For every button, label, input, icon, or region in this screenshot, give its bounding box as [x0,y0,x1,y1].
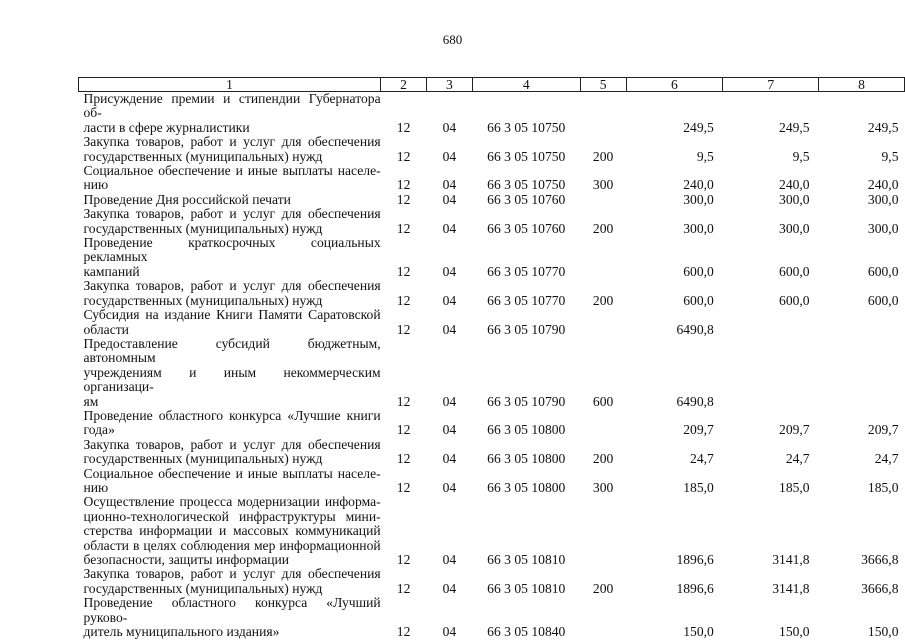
description-line: ям [83,393,99,409]
cell-c8: 150,0 [867,624,899,640]
cell-c3: 04 [442,191,457,207]
cell-c6: 24,7 [690,451,714,467]
column-header-1: 1 [79,78,381,92]
cell-c5 [580,193,626,207]
cell-c4: 66 3 05 10750 [487,177,566,193]
cell-c7: 600,0 [779,263,810,279]
row-description [79,207,381,236]
table-row [79,337,905,409]
description-line: Проведение областного конкурса «Лучший руково- [83,595,381,625]
cell-c6: 9,5 [696,148,714,164]
column-header-2: 2 [381,78,427,92]
description-line: государственных (муниципальных) нужд [83,292,323,308]
cell-c8: 3666,8 [861,580,899,596]
cell-c5: 200 [592,580,614,596]
description-line: Осуществление процесса модернизации информа- [83,494,381,510]
description-line: Присуждение премии и стипендии Губернатора об- [83,91,381,121]
description-line: Закупка товаров, работ и услуг для обеспечения [83,566,381,582]
description-line: кампаний [83,263,140,279]
cell-c6: 6490,8 [676,393,714,409]
cell-c4: 66 3 05 10800 [487,422,566,438]
cell-c7: 3141,8 [772,580,810,596]
cell-c6: 300,0 [683,220,714,236]
cell-c8: 600,0 [867,263,899,279]
cell-c6: 300,0 [683,191,714,207]
cell-c2: 12 [396,119,411,135]
cell-c4: 66 3 05 10750 [487,119,566,135]
column-header-4: 4 [472,78,580,92]
cell-c3: 04 [442,263,457,279]
cell-c2: 12 [396,220,411,236]
cell-c3: 04 [442,292,457,308]
cell-c8: 24,7 [874,451,899,467]
cell-c7 [723,337,819,409]
cell-c3: 04 [442,220,457,236]
cell-c8: 600,0 [867,292,899,308]
cell-c4: 66 3 05 10790 [487,393,566,409]
cell-c3: 04 [442,393,457,409]
cell-c4: 66 3 05 10800 [487,479,566,495]
cell-c5: 200 [592,220,614,236]
cell-c8: 300,0 [867,220,899,236]
description-line: Проведение областного конкурса «Лучшие книги [83,407,381,423]
description-line: Социальное обеспечение и иные выплаты населе- [83,465,381,481]
cell-c2: 12 [396,422,411,438]
cell-c7: 240,0 [779,177,810,193]
table-row [79,596,905,639]
cell-c3: 04 [442,624,457,640]
cell-c4: 66 3 05 10800 [487,451,566,467]
description-line: дитель муниципального издания» [83,624,280,640]
cell-c2: 12 [396,624,411,640]
description-line: нию [83,479,109,495]
table-row [79,467,905,496]
description-line: Проведение Дня российской печати [83,191,291,207]
cell-c7: 300,0 [779,191,810,207]
cell-c4: 66 3 05 10810 [487,552,566,567]
row-description [79,337,381,409]
cell-c8 [819,308,905,337]
table-row [79,92,905,136]
cell-c7 [723,308,819,337]
row-description [79,438,381,467]
budget-table [78,77,905,639]
column-header-8: 8 [819,78,905,92]
cell-c3: 04 [442,177,457,193]
column-header-5: 5 [580,78,626,92]
row-description [79,308,381,337]
description-line: стерства информации и массовых коммуникаций [83,523,381,539]
row-description [79,567,381,596]
description-line: государственных (муниципальных) нужд [83,148,323,164]
row-description [79,92,381,136]
cell-c4: 66 3 05 10750 [487,148,566,164]
cell-c5 [580,409,626,438]
cell-c2: 12 [396,479,411,495]
cell-c7: 9,5 [792,148,810,164]
table-row [79,438,905,467]
cell-c2: 12 [396,177,411,193]
row-description [79,193,381,207]
description-line: области в целях соблюдения мер информационной [83,537,381,553]
description-line: Закупка товаров, работ и услуг для обеспечения [83,278,381,294]
cell-c6: 600,0 [683,292,714,308]
cell-c7: 300,0 [779,220,810,236]
description-line: области [83,321,129,337]
cell-c2: 12 [396,580,411,596]
cell-c3: 04 [442,148,457,164]
row-description [79,164,381,193]
cell-c4: 66 3 05 10770 [487,292,566,308]
cell-c8: 9,5 [881,148,899,164]
description-line: государственных (муниципальных) нужд [83,220,323,236]
cell-c5 [580,236,626,279]
cell-c8: 249,5 [867,119,899,135]
cell-c7: 600,0 [779,292,810,308]
description-line: Социальное обеспечение и иные выплаты населе- [83,163,381,179]
cell-c6: 6490,8 [676,321,714,337]
table-row [79,207,905,236]
table-header-row [79,78,905,92]
row-description [79,236,381,279]
cell-c2: 12 [396,191,411,207]
cell-c4: 66 3 05 10760 [487,191,566,207]
column-header-6: 6 [626,78,723,92]
cell-c2: 12 [396,451,411,467]
description-line: года» [83,422,115,438]
description-line: ласти в сфере журналистики [83,119,250,135]
cell-c5: 300 [592,177,614,193]
cell-c5: 300 [592,479,614,495]
cell-c5: 200 [592,292,614,308]
description-line: Закупка товаров, работ и услуг для обеспечения [83,206,381,222]
table-row [79,193,905,207]
table-row [79,135,905,164]
cell-c5: 200 [592,148,614,164]
cell-c8: 209,7 [867,422,899,438]
cell-c3: 04 [442,119,457,135]
cell-c6: 1896,6 [676,580,714,596]
description-line: государственных (муниципальных) нужд [83,451,323,467]
cell-c6: 1896,6 [676,552,714,567]
description-line: Проведение краткосрочных социальных рекламных [83,235,381,265]
cell-c7: 209,7 [779,422,810,438]
cell-c6: 600,0 [683,263,714,279]
cell-c2: 12 [396,263,411,279]
row-description [79,495,381,567]
row-description [79,596,381,639]
description-line: нию [83,177,109,193]
cell-c8 [819,337,905,409]
cell-c4: 66 3 05 10840 [487,624,566,640]
cell-c5 [580,308,626,337]
cell-c2: 12 [396,148,411,164]
cell-c8: 300,0 [867,191,899,207]
cell-c8: 3666,8 [861,552,899,567]
column-header-7: 7 [723,78,819,92]
cell-c4: 66 3 05 10790 [487,321,566,337]
cell-c6: 240,0 [683,177,714,193]
cell-c5 [580,596,626,639]
cell-c3: 04 [442,321,457,337]
table-row [79,308,905,337]
page-number: 680 [442,32,463,47]
row-description [79,467,381,496]
description-line: безопасности, защиты информации [83,552,290,567]
cell-c2: 12 [396,393,411,409]
column-header-3: 3 [426,78,472,92]
row-description [79,409,381,438]
cell-c7: 24,7 [785,451,810,467]
description-line: учреждениям и иным некоммерческим организаци- [83,364,381,395]
cell-c5: 600 [592,393,614,409]
cell-c3: 04 [442,422,457,438]
cell-c3: 04 [442,552,457,567]
cell-c6: 185,0 [683,479,714,495]
cell-c4: 66 3 05 10810 [487,580,566,596]
cell-c2: 12 [396,552,411,567]
table-row [79,236,905,279]
cell-c7: 249,5 [779,119,810,135]
table-body [79,92,905,640]
cell-c4: 66 3 05 10760 [487,220,566,236]
table-row [79,495,905,567]
row-description [79,279,381,308]
cell-c2: 12 [396,321,411,337]
cell-c8: 185,0 [867,479,899,495]
cell-c4: 66 3 05 10770 [487,263,566,279]
cell-c7: 185,0 [779,479,810,495]
cell-c5 [580,495,626,567]
description-line: Закупка товаров, работ и услуг для обеспечения [83,134,381,150]
table-row [79,567,905,596]
cell-c6: 150,0 [683,624,714,640]
table-row [79,164,905,193]
description-line: ционно-технологической инфраструктуры мини- [83,508,381,524]
cell-c3: 04 [442,451,457,467]
cell-c2: 12 [396,292,411,308]
cell-c6: 249,5 [683,119,714,135]
cell-c5: 200 [592,451,614,467]
table-row [79,409,905,438]
cell-c8: 240,0 [867,177,899,193]
table-row [79,279,905,308]
cell-c3: 04 [442,479,457,495]
cell-c5 [580,92,626,136]
cell-c7: 150,0 [779,624,810,640]
cell-c6: 209,7 [683,422,714,438]
description-line: государственных (муниципальных) нужд [83,580,323,596]
description-line: Субсидия на издание Книги Памяти Саратовской [83,307,381,323]
cell-c3: 04 [442,580,457,596]
cell-c7: 3141,8 [772,552,810,567]
description-line: Закупка товаров, работ и услуг для обеспечения [83,436,381,452]
row-description [79,135,381,164]
description-line: Предоставление субсидий бюджетным, автономным [83,335,381,366]
